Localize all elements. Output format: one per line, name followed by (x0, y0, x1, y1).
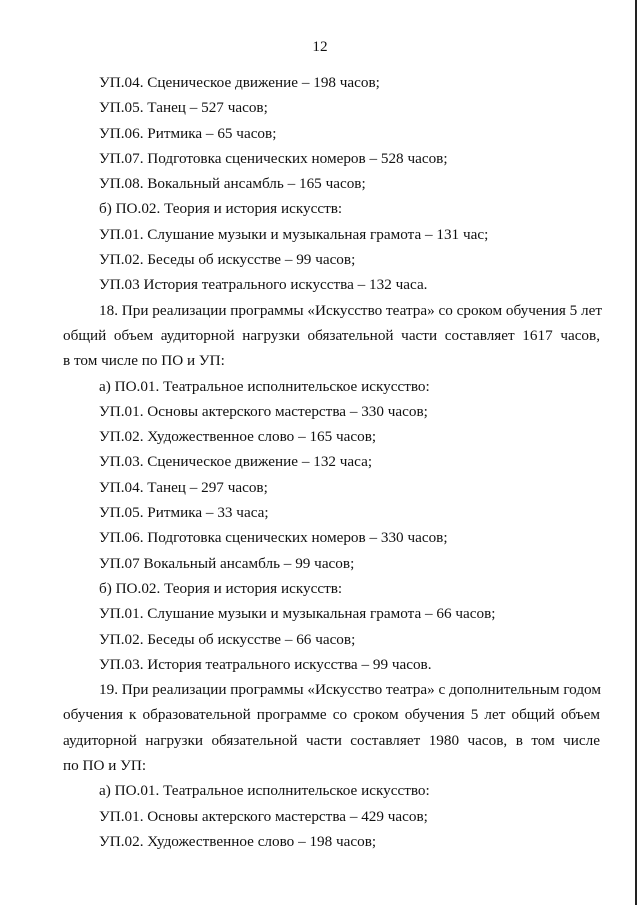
list-item: УП.07. Подготовка сценических номеров – 528 часов; (99, 149, 448, 167)
list-block-3 (63, 778, 600, 854)
list-item: УП.03. История театрального искусства – 99 часов. (99, 655, 432, 673)
page-number: 12 (312, 38, 328, 55)
list-item: УП.01. Основы актерского мастерства – 330 часов; (99, 402, 428, 420)
paragraph-line: 19. При реализации программы «Искусство театра» с дополнительным годом (99, 681, 601, 699)
document-body (63, 70, 600, 854)
paragraph-line: в том числе по ПО и УП: (63, 352, 225, 370)
list-block-1 (63, 70, 600, 298)
section-heading: а) ПО.01. Театральное исполнительское искусство: (99, 377, 430, 395)
paragraph-18 (63, 298, 600, 374)
list-item: УП.03. Сценическое движение – 132 часа; (99, 453, 373, 471)
list-item: УП.02. Художественное слово – 198 часов; (99, 832, 377, 850)
paragraph-line: общий объем аудиторной нагрузки обязательной части составляет 1617 часов, (63, 326, 600, 344)
list-item: УП.05. Ритмика – 33 часа; (99, 504, 269, 522)
list-item: УП.06. Подготовка сценических номеров – 330 часов; (99, 529, 448, 547)
list-item: УП.04. Сценическое движение – 198 часов; (99, 74, 380, 91)
paragraph-line: 18. При реализации программы «Искусство театра» со сроком обучения 5 лет (99, 301, 602, 319)
list-item: УП.03 История театрального искусства – 132 часа. (99, 276, 428, 294)
paragraph-19 (63, 677, 600, 778)
paragraph-line: по ПО и УП: (63, 757, 147, 775)
section-heading: б) ПО.02. Теория и история искусств: (99, 200, 343, 218)
list-item: УП.04. Танец – 297 часов; (99, 478, 268, 496)
list-item: УП.02. Художественное слово – 165 часов; (99, 428, 377, 446)
list-item: УП.08. Вокальный ансамбль – 165 часов; (99, 175, 366, 193)
list-item: УП.05. Танец – 527 часов; (99, 99, 268, 117)
list-block-2 (63, 374, 600, 678)
list-item: УП.01. Слушание музыки и музыкальная грамота – 131 час; (99, 225, 489, 243)
list-item: УП.06. Ритмика – 65 часов; (99, 124, 277, 142)
list-item: УП.07 Вокальный ансамбль – 99 часов; (99, 554, 355, 572)
list-item: УП.02. Беседы об искусстве – 99 часов; (99, 251, 356, 269)
scan-edge-line (635, 0, 637, 905)
list-item: УП.02. Беседы об искусстве – 66 часов; (99, 630, 356, 648)
list-item: УП.01. Основы актерского мастерства – 429 часов; (99, 807, 428, 825)
list-item: УП.01. Слушание музыки и музыкальная грамота – 66 часов; (99, 605, 496, 623)
section-heading: б) ПО.02. Теория и история искусств: (99, 579, 343, 597)
paragraph-line: аудиторной нагрузки обязательной части составляет 1980 часов, в том числе (63, 731, 600, 749)
paragraph-line: обучения к образовательной программе со сроком обучения 5 лет общий объем (63, 706, 600, 724)
section-heading: а) ПО.01. Театральное исполнительское искусство: (99, 782, 430, 800)
